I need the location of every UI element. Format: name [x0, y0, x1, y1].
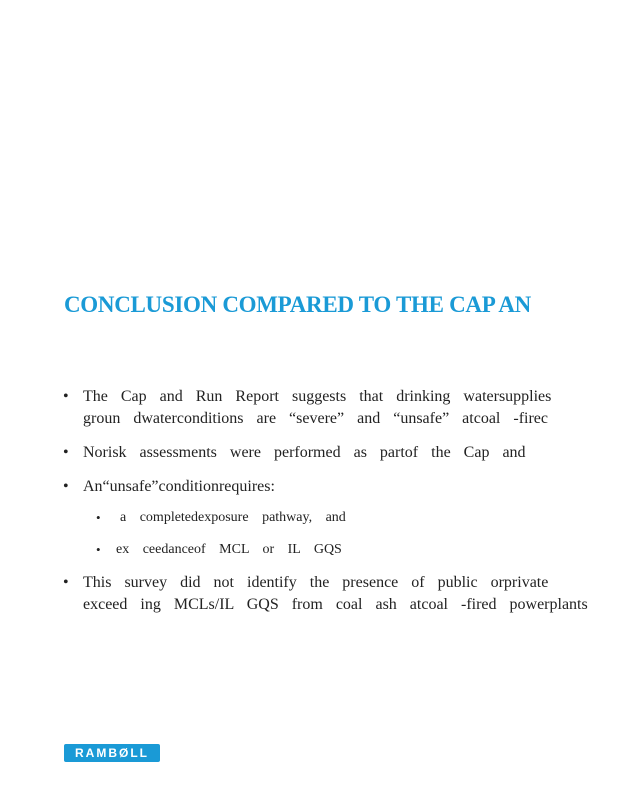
bullet-item — [63, 442, 526, 464]
sub-bullet-text: ex ceedanceof MCL or IL GQS — [116, 542, 342, 557]
bullet-text-line: Norisk assessments were performed as partof the Cap and — [83, 444, 526, 461]
bullet-dot: • — [63, 574, 69, 591]
bullet-dot: • — [63, 388, 69, 405]
logo-text: RAMBØLL — [75, 746, 149, 760]
sub-bullet-dot: • — [96, 510, 101, 525]
sub-bullet-item — [96, 509, 346, 527]
ramboll-logo — [64, 744, 160, 762]
bullet-dot: • — [63, 444, 69, 461]
bullet-item — [63, 572, 588, 616]
bullet-text-line: groun dwaterconditions are “severe” and “unsafe” atcoal -firec — [83, 410, 549, 427]
bullet-text-line: exceed ing MCLs/IL GQS from coal ash atcoal -fired powerplants — [83, 596, 588, 613]
bullet-text-line: This survey did not identify the presence of public orprivate — [83, 574, 549, 591]
bullet-text-line: The Cap and Run Report suggests that drinking watersupplies — [83, 388, 552, 405]
sub-bullet-item — [96, 541, 342, 559]
bullet-dot: • — [63, 478, 69, 495]
bullet-text-line: An“unsafe”conditionrequires: — [83, 478, 275, 495]
bullet-item — [63, 476, 275, 498]
sub-bullet-dot: • — [96, 542, 101, 557]
sub-bullet-text: a completedexposure pathway, and — [120, 510, 346, 525]
slide-title: CONCLUSION COMPARED TO THE CAP AN — [64, 292, 531, 317]
bullet-item — [63, 386, 552, 430]
